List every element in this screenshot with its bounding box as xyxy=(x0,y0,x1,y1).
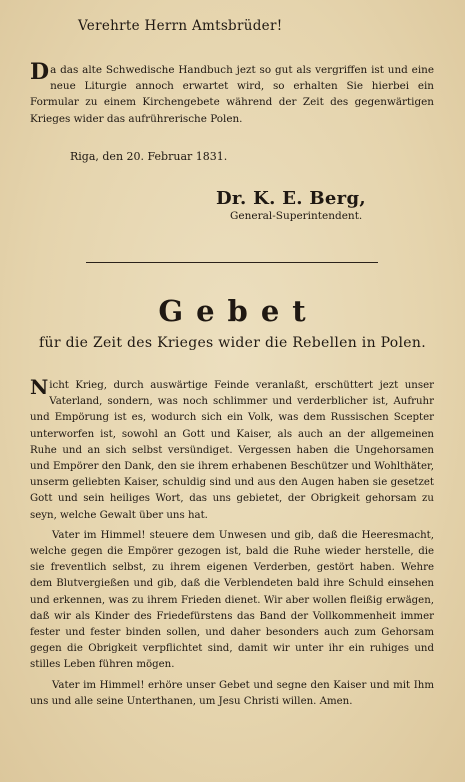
prayer-body xyxy=(30,375,434,710)
signature-title: General-Superintendent. xyxy=(230,210,363,222)
prayer-dropcap: N xyxy=(30,375,49,399)
prayer-subtitle: für die Zeit des Krieges wider die Rebellen in Polen. xyxy=(39,335,426,351)
section-divider xyxy=(86,262,378,263)
prayer-paragraph-1 xyxy=(30,375,434,524)
salutation: Verehrte Herrn Amtsbrüder! xyxy=(78,18,283,34)
prayer-title: Gebet xyxy=(158,294,319,328)
prayer-paragraph-3: Vater im Himmel! erhöre unser Gebet und segne den Kaiser und mit Ihm uns und alle seine Unterthanen, um Jesu Christi willen. Amen. xyxy=(30,679,434,707)
intro-text: a das alte Schwedische Handbuch jezt so gut als vergriffen ist und eine neue Liturgie annoch erwartet wird, so erhalten Sie hierbei ein Formular zu einem Kirchengebete während der Zeit des gegenwärtigen Krieges wider das aufrührerische Polen. xyxy=(30,64,434,125)
intro-dropcap: D xyxy=(30,59,50,85)
dateline: Riga, den 20. Februar 1831. xyxy=(70,150,228,163)
intro-paragraph xyxy=(30,59,434,127)
prayer-paragraph-2: Vater im Himmel! steuere dem Unwesen und gib, daß die Heeresmacht, welche gegen die Empörer gezogen ist, bald die Ruhe wieder herstelle, die sie freventlich selbst, zu ihrem eigenen Verderben, gestört haben. Wehre dem Blutvergießen und gib, daß die Verblendeten bald ihre Schuld einsehen und erkennen, was zu ihrem Frieden dienet. Wir aber wollen fleißig erwägen, daß wir als Kinder des Friedefürstens das Band der Vollkommenheit immer fester und fester binden sollen, und daher besonders auch zum Gehorsam gegen die Obrigkeit verpflichtet sind, damit wir unter ihr ein ruhiges und stilles Leben führen mögen. xyxy=(30,529,434,671)
signature-name: Dr. K. E. Berg, xyxy=(216,188,366,209)
prayer-paragraph-1-text: icht Krieg, durch auswärtige Feinde veranlaßt, erschüttert jezt unser Vaterland, sondern, was noch schlimmer und verderblicher ist, Aufruhr und Empörung ist es, wodurch sich ein Volk, was dem Russischen Scepter unterworfen ist, sowohl an Gott und Kaiser, als auch an der allgemeinen Ruhe und an sich selbst versündiget. Vergessen haben die Ungehorsamen und Empörer den Dank, den sie ihrem erhabenen Beschützer und Wohlthäter, unserm geliebten Kaiser, schuldig sind und aus den Augen haben sie gesetzet Gott und sein heiliges Wort, das uns gebietet, der Obrigkeit gehorsam zu seyn, welche Gewalt über uns hat. xyxy=(30,380,434,521)
